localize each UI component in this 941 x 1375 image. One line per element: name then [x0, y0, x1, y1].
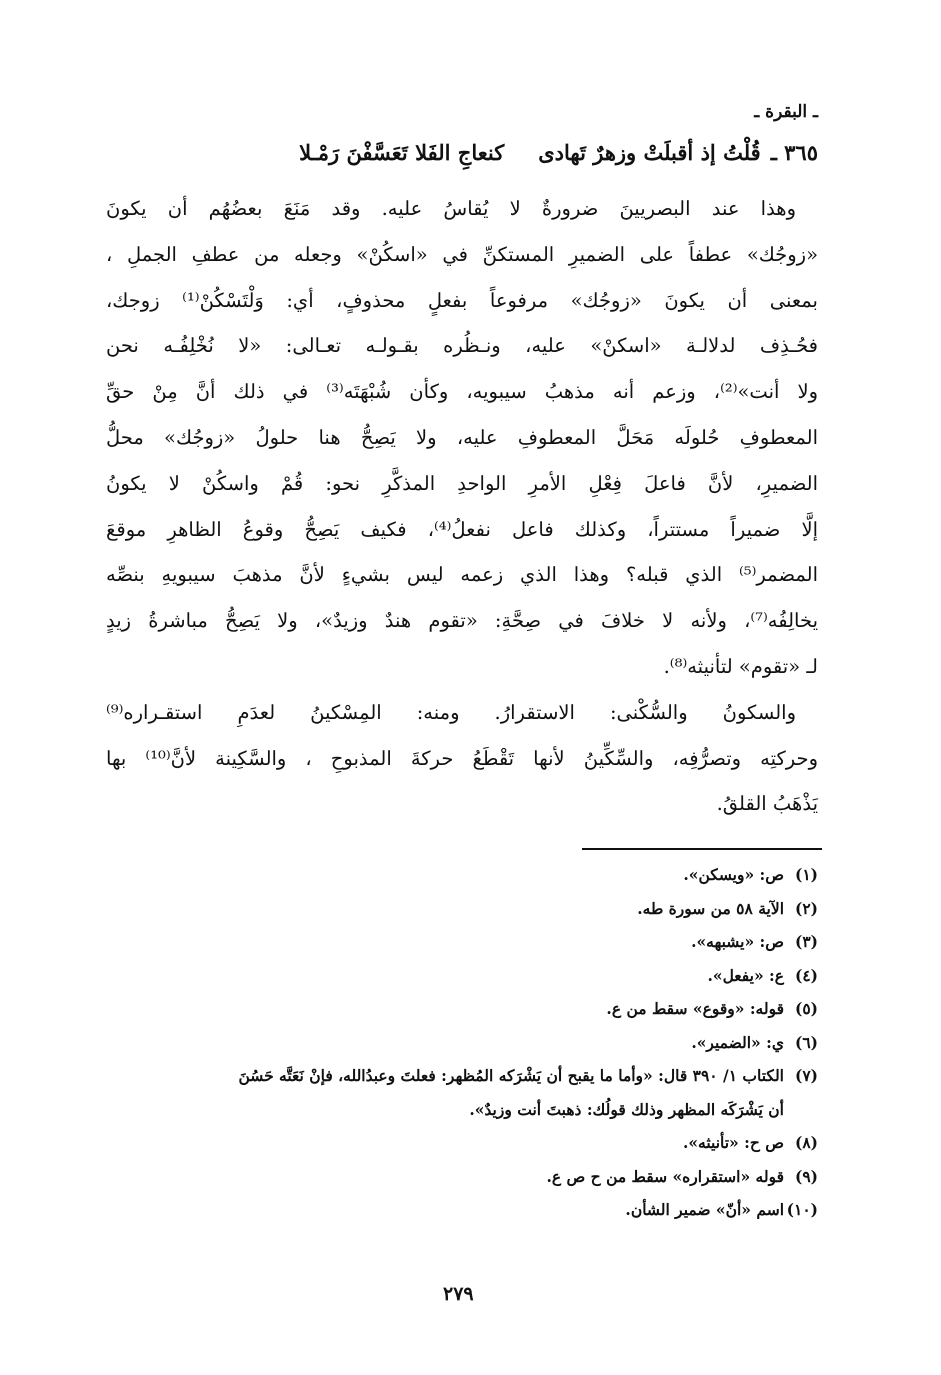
footnotes	[106, 858, 818, 1227]
footnote-text	[238, 1059, 784, 1126]
footnote	[106, 1126, 818, 1160]
footnote-text: ي: «الضمير».	[691, 1032, 784, 1052]
text-line: لـ «تقوم» لتأنيثه⁽⁸⁾.	[663, 654, 818, 678]
footnote-number: (٧)	[794, 1066, 818, 1085]
footnote	[106, 1059, 818, 1126]
footnote-text: قوله «استقراره» سقط من ح ص ع.	[546, 1166, 784, 1186]
text-line: وحركتِه وتصرُّفِه، والسِّكِّينُ لأنها تَقْطَعُ حركةَ المذبوحِ ، والسَّكِينة لأنَّ⁽¹⁰⁾ بها	[106, 746, 818, 770]
text-line: ولا أنت»⁽²⁾، وزعم أنه مذهبُ سيبويه، وكأن شُبْهَتَه⁽³⁾ في ذلك أنَّ مِنْ حقِّ	[106, 380, 819, 404]
footnote	[106, 892, 818, 926]
verse-hemistich-2: كنعاجِ الفَلا تَعَسَّفْنَ رَمْـلا	[299, 140, 505, 165]
footnote-number: (٥)	[794, 999, 818, 1018]
footnote-number: (١٠)	[786, 1200, 818, 1219]
main-text	[106, 186, 818, 827]
footnote-number: (٨)	[794, 1133, 818, 1152]
footnote	[106, 1160, 818, 1194]
text-line: إلَّا ضميراً مستتراً، وكذلك فاعل نفعلُ⁽⁴⁾، فكيف يَصِحُّ وقوعُ الظاهرِ موقعَ	[106, 517, 818, 541]
footnote	[106, 925, 818, 959]
footnote	[106, 1026, 818, 1060]
footnote-text: قوله: «وقوع» سقط من ع.	[606, 999, 784, 1018]
text-line: المعطوفِ حُلولَه مَحَلَّ المعطوفِ عليه، ولا يَصِحُّ هنا حلولُ «زوجُك» محلُّ	[106, 425, 818, 449]
footnote	[106, 992, 818, 1026]
text-line: «زوجُك» عطفاً على الضميرِ المستكنِّ في «اسكُنْ» وجعله من عطفِ الجملِ ،	[106, 242, 818, 266]
page-number: ٢٧٩	[443, 1283, 474, 1305]
footnote-text: الآية ٥٨ من سورة طه.	[637, 898, 784, 918]
footnote-number: (٤)	[794, 965, 818, 985]
footnote-number: (٣)	[794, 932, 818, 951]
footnote	[106, 959, 818, 993]
verse-number: ٣٦٥ ـ	[770, 140, 818, 165]
footnote-text: اسم «أنّ» ضمير الشأن.	[625, 1200, 784, 1219]
footnote-text: ص: «ويسكن».	[683, 865, 784, 884]
footnote	[106, 1193, 818, 1227]
text-line: المضمر⁽⁵⁾ الذي قبله؟ وهذا الذي زعمه ليس بشيءٍ لأنَّ مذهبَ سيبويهِ بنصِّه	[106, 563, 818, 587]
footnote-number: (٩)	[794, 1166, 818, 1186]
text-line: يخالِفُه⁽⁷⁾، ولأنه لا خلافَ في صِحَّةِ: «تقوم هندٌ وزيدٌ»، ولا يَصِحُّ مباشرةُ زيدٍ	[106, 609, 818, 633]
footnote	[106, 858, 818, 892]
verse-hemistich-1: قُلْتُ إذ أقبلَتْ وزهرٌ تَهادى	[538, 140, 761, 165]
footnote-text-line: أن يَشْرَكَه المظهر وذلك قولُك: ذهبتَ أنت وزيدٌ».	[469, 1099, 784, 1119]
footnote-text: ع: «يفعل».	[707, 965, 784, 985]
text-line: فحُـذِف لدلالـة «اسكنْ» عليه، ونـظُره بقـولـه تعـالى: «لا نُخْلِفُـه نحن	[106, 334, 818, 358]
text-line: والسكونُ والسُّكْنى: الاستقرارُ. ومنه: المِسْكينُ لعدَمِ استقـراره⁽⁹⁾	[106, 700, 796, 724]
footnote-text: ص: «يشبهه».	[691, 932, 784, 951]
footnote-separator	[582, 848, 822, 850]
text-line: بمعنى أن يكونَ «زوجُك» مرفوعاً بفعلٍ محذوفٍ، أي: وَلْتَسْكُنْ⁽¹⁾ زوجك،	[106, 288, 818, 312]
text-line: وهذا عند البصريينَ ضرورةٌ لا يُقاسُ عليه. وقد مَنَعَ بعضُهُم أن يكونَ	[106, 197, 796, 220]
footnote-number: (١)	[794, 865, 818, 884]
footnote-text: ص ح: «تأنيثه».	[682, 1133, 784, 1152]
footnote-number: (٢)	[794, 898, 818, 918]
poetry-verse	[118, 140, 818, 165]
footnote-number: (٦)	[794, 1032, 818, 1052]
footnote-text-line: الكتاب ١/ ٣٩٠ قال: «وأما ما يقبح أن يَشْرَكه المُظهر: فعلتَ وعبدُالله، فإنْ نَعَتَّه حَسُنَ	[238, 1066, 784, 1085]
text-line: الضميرِ، لأنَّ فاعلَ فِعْلِ الأمرِ الواحدِ المذكَّرِ نحو: قُمْ واسكُنْ لا يكونُ	[106, 471, 818, 495]
text-line: يَذْهَبُ القلقُ.	[716, 792, 818, 816]
running-header: ـ البقرة ـ	[754, 102, 818, 122]
